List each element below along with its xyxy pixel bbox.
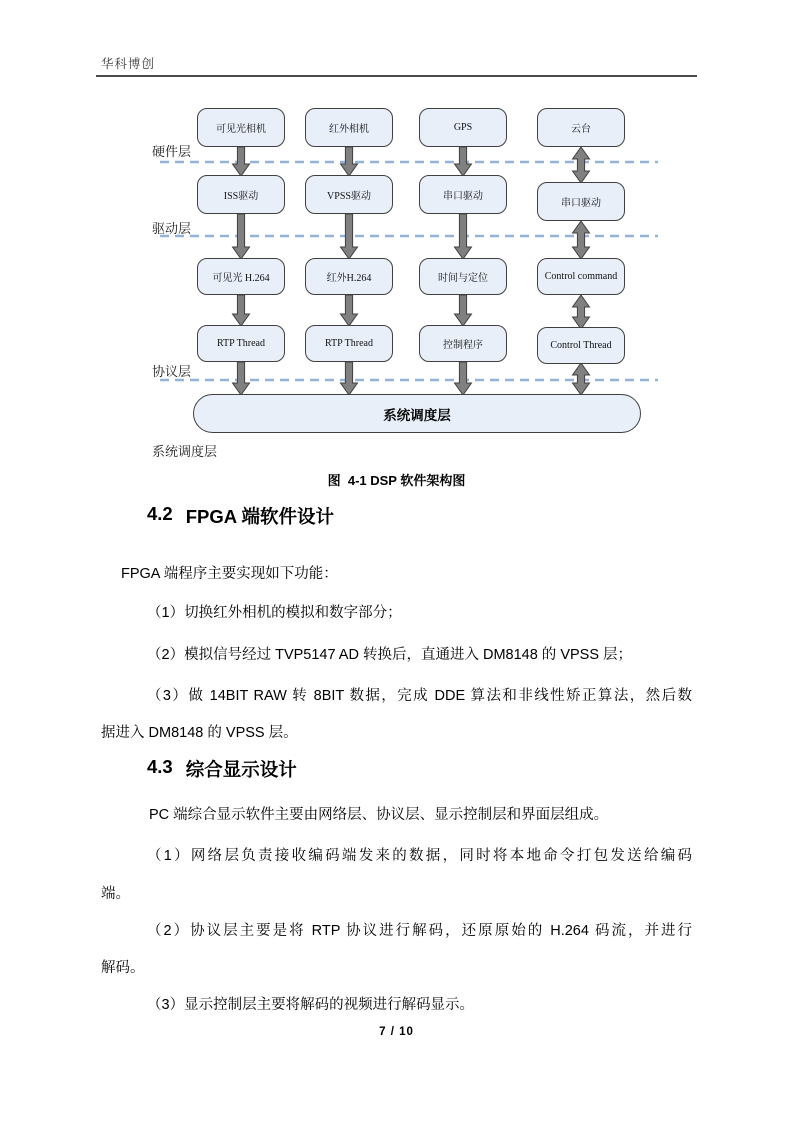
system-scheduling-bus: 系统调度层	[193, 394, 641, 433]
list-item-line: （3）做 14BIT RAW 转 8BIT 数据，完成 DDE 算法和非线性矫正算法，然后数	[147, 688, 692, 704]
list-item-line: 端。	[101, 886, 130, 902]
diagram-node: 可见光相机	[197, 108, 285, 147]
list-item-line: 解码。	[101, 960, 145, 976]
diagram-node: RTP Thread	[197, 325, 285, 362]
section-heading-4-2	[147, 503, 334, 529]
diagram-node: 红外相机	[305, 108, 393, 147]
diagram-node: 串口驱动	[537, 182, 625, 221]
diagram-node: 串口驱动	[419, 175, 507, 214]
section-title: 综合显示设计	[185, 759, 297, 780]
layer-label-protocol: 协议层	[152, 364, 192, 379]
list-item: （1）切换红外相机的模拟和数字部分；	[147, 605, 402, 621]
diagram-node: 可见光 H.264	[197, 258, 285, 295]
diagram-node: 控制程序	[419, 325, 507, 362]
list-item: （3）显示控制层主要将解码的视频进行解码显示。	[147, 997, 475, 1013]
diagram-node: ISS驱动	[197, 175, 285, 214]
diagram-node: VPSS驱动	[305, 175, 393, 214]
section-title: FPGA 端软件设计	[185, 506, 335, 527]
layer-label-driver: 驱动层	[152, 221, 192, 236]
diagram-node: GPS	[419, 108, 507, 147]
page-number: 7 / 10	[379, 1026, 414, 1038]
section-number: 4.2	[147, 503, 173, 524]
layer-label-scheduling: 系统调度层	[152, 444, 218, 459]
paragraph: FPGA 端程序主要实现如下功能：	[121, 566, 338, 582]
paragraph: PC 端综合显示软件主要由网络层、协议层、显示控制层和界面层组成。	[149, 807, 609, 823]
header-company-name: 华科博创	[101, 57, 156, 71]
list-item-line: 据进入 DM8148 的 VPSS 层。	[101, 725, 298, 741]
list-item: （2）模拟信号经过 TVP5147 AD 转换后，直通进入 DM8148 的 VPSS 层；	[147, 647, 633, 663]
layer-label-hardware: 硬件层	[152, 144, 192, 159]
dsp-architecture-figure	[0, 0, 793, 470]
diagram-node: RTP Thread	[305, 325, 393, 362]
list-item-line: （1）网络层负责接收编码端发来的数据，同时将本地命令打包发送给编码	[147, 848, 692, 864]
diagram-node: Control command	[537, 258, 625, 295]
figure-caption: 图 4-1 DSP 软件架构图	[327, 473, 466, 488]
section-heading-4-3	[147, 756, 297, 782]
section-number: 4.3	[147, 756, 173, 777]
list-item-line: （2）协议层主要是将 RTP 协议进行解码，还原原始的 H.264 码流，并进行	[147, 923, 692, 939]
diagram-node: Control Thread	[537, 327, 625, 364]
diagram-node: 时间与定位	[419, 258, 507, 295]
diagram-node: 红外H.264	[305, 258, 393, 295]
diagram-node: 云台	[537, 108, 625, 147]
